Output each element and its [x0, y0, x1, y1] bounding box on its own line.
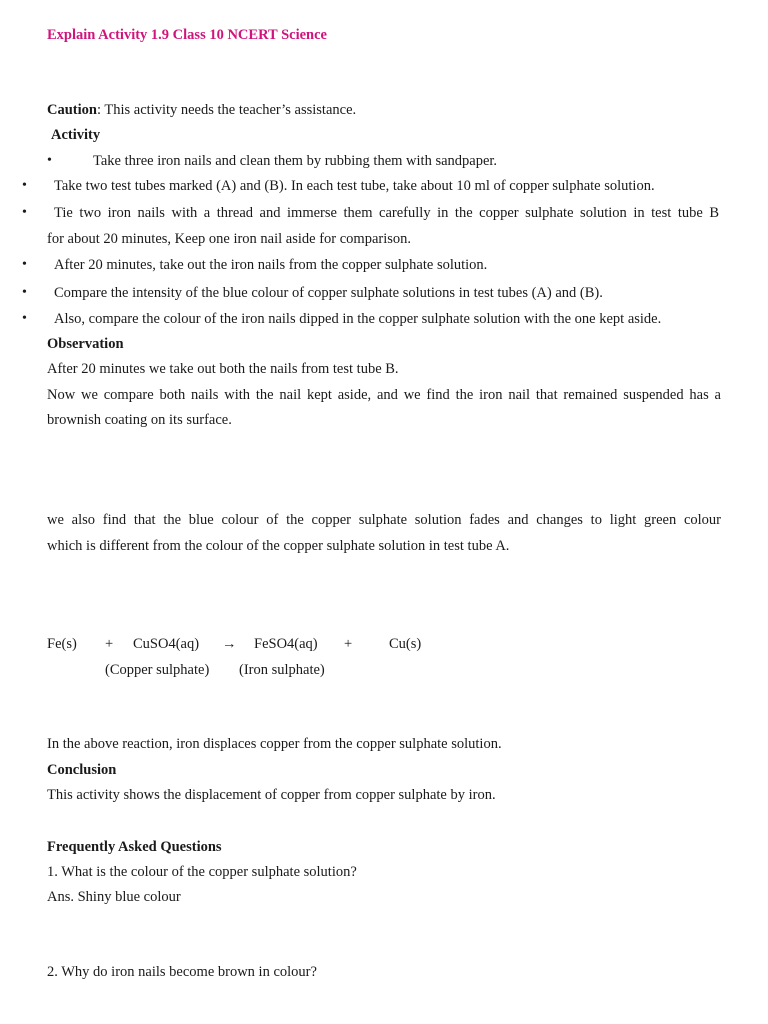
- equation-product-copper: Cu(s): [389, 636, 422, 652]
- caution-paragraph: [47, 101, 356, 119]
- observation-line: we also find that the blue colour of the copper sulphate solution fades and changes to light green colour: [47, 512, 721, 528]
- bullet-icon: •: [47, 153, 52, 168]
- equation-label-iron-sulphate: (Iron sulphate): [239, 662, 325, 678]
- activity-step: Compare the intensity of the blue colour of copper sulphate solutions in test tubes (A) and (B).: [54, 285, 603, 301]
- activity-step: Also, compare the colour of the iron nails dipped in the copper sulphate solution with the one kept aside.: [54, 311, 662, 327]
- faq-heading: Frequently Asked Questions: [47, 839, 222, 855]
- equation-label-copper-sulphate: (Copper sulphate): [105, 662, 210, 678]
- equation-reactant-iron: Fe(s): [47, 636, 77, 652]
- faq-question: 2. Why do iron nails become brown in colour?: [47, 964, 317, 980]
- reaction-note: In the above reaction, iron displaces copper from the copper sulphate solution.: [47, 736, 502, 752]
- activity-step: Take two test tubes marked (A) and (B). In each test tube, take about 10 ml of copper sulphate solution.: [54, 178, 655, 194]
- activity-step: Tie two iron nails with a thread and immerse them carefully in the copper sulphate solution in test tube B: [54, 205, 719, 221]
- activity-step-continuation: for about 20 minutes, Keep one iron nail aside for comparison.: [47, 231, 412, 247]
- bullet-icon: •: [22, 311, 27, 326]
- conclusion-heading: Conclusion: [47, 762, 117, 778]
- activity-step: Take three iron nails and clean them by rubbing them with sandpaper.: [93, 153, 498, 169]
- observation-line: brownish coating on its surface.: [47, 412, 232, 428]
- caution-text: : This activity needs the teacher’s assistance.: [96, 102, 357, 118]
- faq-question: 1. What is the colour of the copper sulphate solution?: [47, 864, 357, 880]
- bullet-icon: •: [22, 205, 27, 220]
- equation-reactant-copper-sulphate: CuSO4(aq): [133, 636, 200, 652]
- conclusion-text: This activity shows the displacement of copper from copper sulphate by iron.: [47, 787, 496, 803]
- faq-answer: Ans. Shiny blue colour: [47, 889, 181, 905]
- bullet-icon: •: [22, 285, 27, 300]
- bullet-icon: •: [22, 257, 27, 272]
- observation-line: which is different from the colour of the copper sulphate solution in test tube A.: [47, 538, 510, 554]
- observation-heading: Observation: [47, 336, 124, 352]
- equation-plus: +: [105, 636, 114, 652]
- activity-heading: Activity: [51, 127, 101, 143]
- equation-product-iron-sulphate: FeSO4(aq): [254, 636, 318, 652]
- bullet-icon: •: [22, 178, 27, 193]
- equation-plus: +: [344, 636, 353, 652]
- caution-label: Caution: [47, 102, 97, 118]
- equation-arrow-icon: →: [222, 636, 237, 652]
- observation-line: After 20 minutes we take out both the nails from test tube B.: [47, 361, 399, 377]
- observation-line: Now we compare both nails with the nail kept aside, and we find the iron nail that remained suspended has a: [47, 387, 721, 403]
- page-title: Explain Activity 1.9 Class 10 NCERT Science: [47, 27, 327, 43]
- activity-step: After 20 minutes, take out the iron nails from the copper sulphate solution.: [54, 257, 488, 273]
